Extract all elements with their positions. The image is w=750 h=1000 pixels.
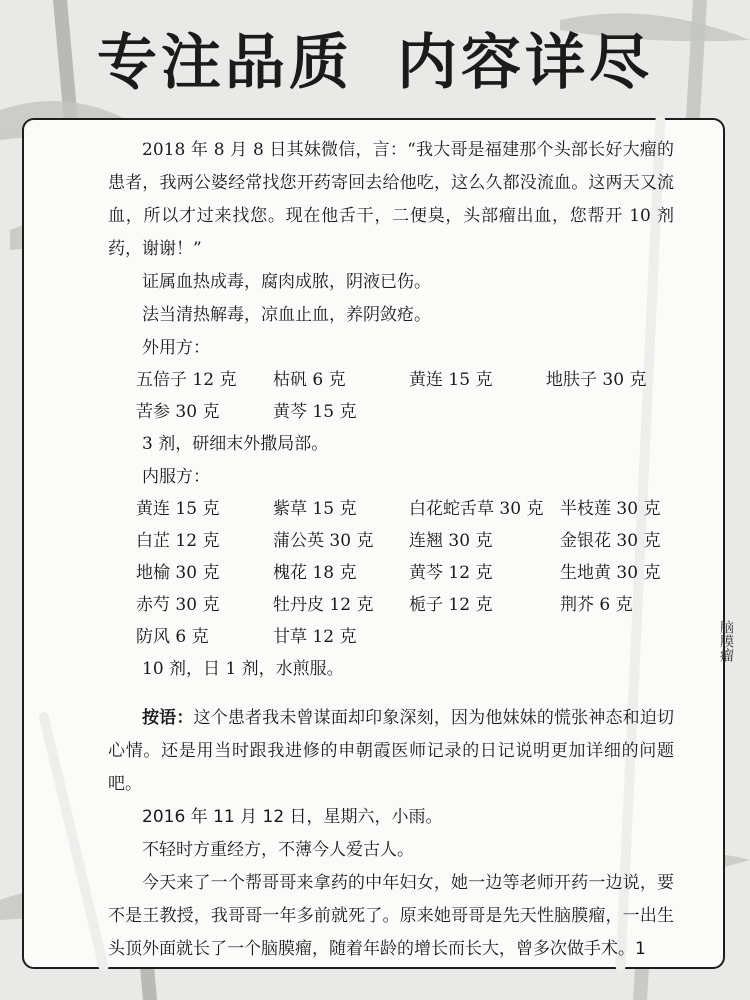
herb-item: 苦参 30 克 xyxy=(136,402,220,422)
paragraph-motto: 不轻时方重经方，不薄今人爱古人。 xyxy=(142,840,414,860)
herb-item: 黄连 15 克 xyxy=(409,370,493,390)
herb-item: 栀子 12 克 xyxy=(409,595,493,615)
herb-item: 蒲公英 30 克 xyxy=(273,531,374,551)
herb-item: 生地黄 30 克 xyxy=(560,563,661,583)
herb-item: 槐花 18 克 xyxy=(273,563,357,583)
herb-item: 白花蛇舌草 30 克 xyxy=(409,499,544,519)
herb-item: 荆芥 6 克 xyxy=(560,595,633,615)
banner-right-title: 内容详尽 xyxy=(397,28,653,98)
commentary-label: 按语： xyxy=(142,708,194,728)
heading-external-formula: 外用方： xyxy=(142,338,210,358)
herb-item: 黄芩 15 克 xyxy=(273,402,357,422)
herb-item: 地肤子 30 克 xyxy=(546,370,647,390)
herb-item: 牡丹皮 12 克 xyxy=(273,595,374,615)
herb-item: 黄连 15 克 xyxy=(136,499,220,519)
book-page-card xyxy=(22,118,734,969)
paragraph-external-usage: 3 剂，研细末外撒局部。 xyxy=(142,434,329,454)
herb-item: 紫草 15 克 xyxy=(273,499,357,519)
header-banner xyxy=(0,18,750,108)
paragraph-treatment-principle: 法当清热解毒，凉血止血，养阴敛疮。 xyxy=(142,305,431,325)
herb-item: 地榆 30 克 xyxy=(136,563,220,583)
heading-internal-formula: 内服方： xyxy=(142,467,210,487)
side-chapter-note: 脑膜瘤 xyxy=(718,620,734,662)
paragraph-diary-date: 2016 年 11 月 12 日，星期六，小雨。 xyxy=(142,807,443,827)
herb-item: 枯矾 6 克 xyxy=(273,370,346,390)
herb-item: 半枝莲 30 克 xyxy=(560,499,661,519)
herb-item: 五倍子 12 克 xyxy=(136,370,237,390)
paragraph-commentary xyxy=(108,702,674,801)
banner-left-title: 专注品质 xyxy=(97,28,353,98)
herb-item: 白芷 12 克 xyxy=(136,531,220,551)
herb-item: 连翘 30 克 xyxy=(409,531,493,551)
herb-item: 防风 6 克 xyxy=(136,627,209,647)
herb-item: 甘草 12 克 xyxy=(273,627,357,647)
commentary-text: 这个患者我未曾谋面却印象深刻，因为他妹妹的慌张神态和迫切心情。还是用当时跟我进修的申朝霞医师记录的日记说明更加详细的问题吧。 xyxy=(108,708,674,794)
herb-item: 赤芍 30 克 xyxy=(136,595,220,615)
herb-item: 金银花 30 克 xyxy=(560,531,661,551)
paragraph-wechat-message: 2018 年 8 月 8 日其妹微信，言：“我大哥是福建那个头部长好大瘤的患者，我两公婆经常找您开药寄回去给他吃，这么久都没流血。这两天又流血，所以才过来找您。现在他舌干，二便臭，头部瘤出血，您帮开 10 剂药，谢谢！” xyxy=(108,140,674,259)
paragraph-syndrome: 证属血热成毒，腐肉成脓，阴液已伤。 xyxy=(142,272,431,292)
paragraph-diary-body: 今天来了一个帮哥哥来拿药的中年妇女，她一边等老师开药一边说，要不是王教授，我哥哥一年多前就死了。原来她哥哥是先天性脑膜瘤，一出生头顶外面就长了一个脑膜瘤，随着年龄的增长而长大，曾多次做手术。1 xyxy=(108,873,674,959)
herb-item: 黄芩 12 克 xyxy=(409,563,493,583)
paragraph-internal-usage: 10 剂，日 1 剂，水煎服。 xyxy=(142,659,344,679)
